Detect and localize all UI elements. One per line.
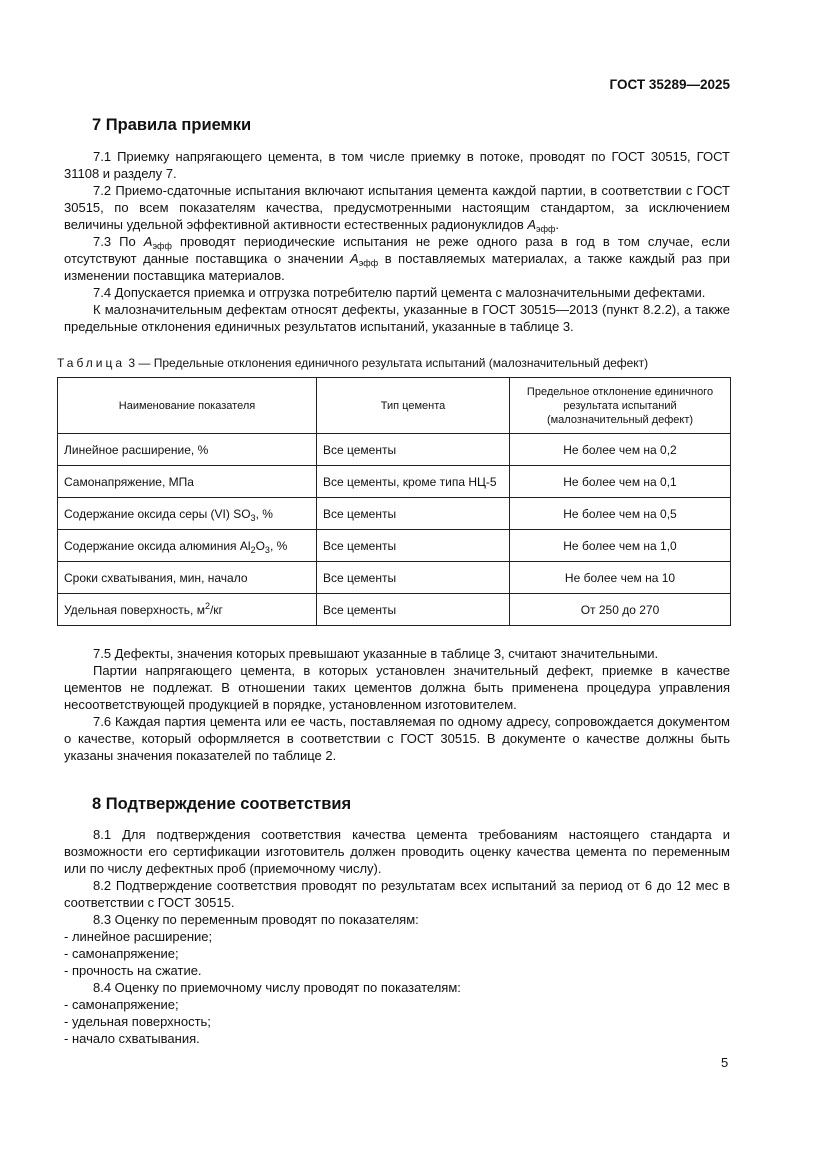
section-7-body <box>64 148 730 335</box>
list-item: - самонапряжение; <box>64 946 179 961</box>
subscript: 2 <box>250 544 256 555</box>
page-number: 5 <box>721 1055 729 1070</box>
cell: Все цементы <box>317 594 510 626</box>
para-7-3 <box>64 233 730 284</box>
cell: От 250 до 270 <box>510 594 731 626</box>
cell: Не более чем на 1,0 <box>510 530 731 562</box>
caption-label: Таблица <box>57 356 126 370</box>
table-row <box>58 498 731 530</box>
cell: Сроки схватывания, мин, начало <box>58 562 317 594</box>
caption-text: 3 — Предельные отклонения единичного результата испытаний (малозначительный дефект) <box>125 356 649 370</box>
para-8-1: 8.1 Для подтверждения соответствия качества цемента требованиям настоящего стандарта и возможности его сертификации изготовитель должен проводить оценку качества цемента по переменным или по числу дефектных проб (приемочному числу). <box>64 827 730 876</box>
text: . <box>555 217 560 232</box>
para-7-5-b: Партии напрягающего цемента, в которых установлен значительный дефект, приемке в качестве цементов не подлежат. В отношении таких цементов должна быть применена процедура управления несоответствующей продукцией в порядке, установленном изготовителем. <box>64 663 730 712</box>
list-item: - прочность на сжатие. <box>64 963 202 978</box>
section-8-title: 8 Подтверждение соответствия <box>92 795 352 813</box>
cell <box>58 498 317 530</box>
table-row <box>58 466 731 498</box>
table-row <box>58 594 731 626</box>
text: , % <box>255 506 273 521</box>
text: 7.3 По <box>93 234 144 249</box>
table-row <box>58 562 731 594</box>
table-row <box>58 530 731 562</box>
document-header: ГОСТ 35289—2025 <box>609 77 730 92</box>
list-item: - линейное расширение; <box>64 929 213 944</box>
cell <box>58 530 317 562</box>
table-3 <box>57 377 731 626</box>
section-8-body <box>64 826 730 1047</box>
para-8-4: 8.4 Оценку по приемочному числу проводят по показателям: <box>93 980 461 995</box>
cell: Все цементы <box>317 562 510 594</box>
text: /кг <box>209 602 223 617</box>
cell <box>58 594 317 626</box>
subscript: эфф <box>358 258 379 268</box>
section-7-title: 7 Правила приемки <box>92 116 252 134</box>
text: проводят периодические испытания не реже одного раза в год в том случае, если отсутствуют данные поставщика о значении <box>64 234 731 266</box>
para-7-6: 7.6 Каждая партия цемента или ее часть, поставляемая по одному адресу, сопровождается документом о качестве, который оформляется в соответствии с ГОСТ 30515. В документе о качестве должны быть указаны значения показателей по таблице 2. <box>64 714 730 763</box>
table-caption <box>57 356 648 370</box>
symbol: A <box>527 217 537 232</box>
text: 7.2 Приемо-сдаточные испытания включают испытания цемента каждой партии, в соответствии с ГОСТ 30515, по всем показателям качества, предусмотренными настоящим стандартом, за исключением величины удельной эффективной активности естественных радионуклидов <box>64 183 730 232</box>
cell: Все цементы, кроме типа НЦ-5 <box>317 466 510 498</box>
text: Содержание оксида алюминия Al <box>64 538 251 553</box>
cell: Не более чем на 0,5 <box>510 498 731 530</box>
list-item: - самонапряжение; <box>64 997 179 1012</box>
subscript: 3 <box>264 544 270 555</box>
para-7-1: 7.1 Приемку напрягающего цемента, в том числе приемку в потоке, проводят по ГОСТ 30515, ГОСТ 31108 и разделу 7. <box>64 149 730 181</box>
text: в поставляемых материалах, а также каждый раз при изменении поставщика материалов. <box>64 251 730 283</box>
symbol: A <box>143 234 153 249</box>
subscript: эфф <box>152 241 172 251</box>
subscript: 3 <box>250 512 256 523</box>
text: Содержание оксида серы (VI) SO <box>64 506 251 521</box>
list-item: - начало схватывания. <box>64 1031 200 1046</box>
para-8-2: 8.2 Подтверждение соответствия проводят по результатам всех испытаний за период от 6 до 12 мес в соответствии с ГОСТ 30515. <box>64 878 730 910</box>
header-cell: Предельное отклонение единичного результата испытаний (малозначительный дефект) <box>510 378 731 434</box>
para-7-4-b: К малозначительным дефектам относят дефекты, указанные в ГОСТ 30515—2013 (пункт 8.2.2), а также предельные отклонения единичных результатов испытаний, указанные в таблице 3. <box>64 302 730 334</box>
text: , % <box>269 538 288 553</box>
para-7-2 <box>64 182 730 233</box>
text: O <box>255 538 265 553</box>
subscript: эфф <box>536 224 556 234</box>
cell: Не более чем на 0,2 <box>510 434 731 466</box>
cell: Не более чем на 0,1 <box>510 466 731 498</box>
cell: Самонапряжение, МПа <box>58 466 317 498</box>
cell: Не более чем на 10 <box>510 562 731 594</box>
header-cell: Тип цемента <box>317 378 510 434</box>
table-row <box>58 434 731 466</box>
para-7-5: 7.5 Дефекты, значения которых превышают указанные в таблице 3, считают значительными. <box>93 646 659 661</box>
cell: Линейное расширение, % <box>58 434 317 466</box>
cell: Все цементы <box>317 434 510 466</box>
superscript: 2 <box>204 600 210 611</box>
cell: Все цементы <box>317 530 510 562</box>
symbol: A <box>350 251 359 266</box>
table-header-row <box>58 378 731 434</box>
after-table-body <box>64 645 730 764</box>
para-7-4: 7.4 Допускается приемка и отгрузка потребителю партий цемента с малозначительными дефектами. <box>93 285 706 300</box>
para-8-3: 8.3 Оценку по переменным проводят по показателям: <box>93 912 419 927</box>
text: Удельная поверхность, м <box>64 602 205 617</box>
cell: Все цементы <box>317 498 510 530</box>
header-cell: Наименование показателя <box>58 378 317 434</box>
list-item: - удельная поверхность; <box>64 1014 211 1029</box>
